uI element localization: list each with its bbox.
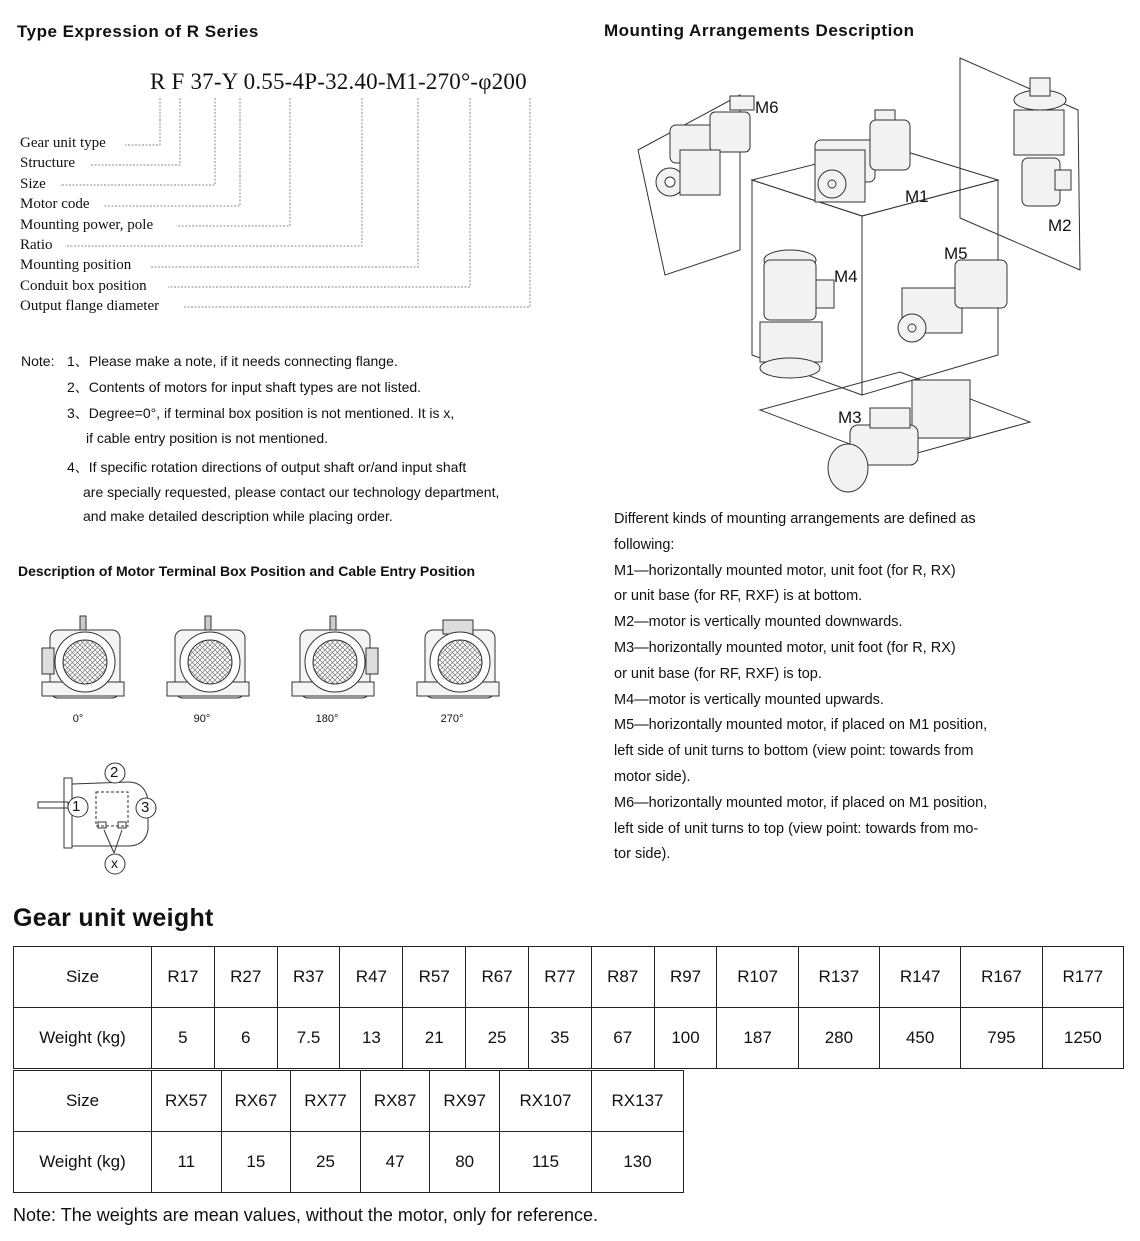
terminal-box-drawings: [30, 610, 500, 720]
terminal-box-180deg: [292, 616, 378, 698]
field-mounting-position: Mounting position: [20, 257, 132, 274]
gear-motor-m1: [815, 110, 910, 202]
rx-size-cell: RX137: [592, 1071, 684, 1132]
desc-line-2: following:: [614, 536, 675, 553]
r-size-cell: R107: [717, 947, 798, 1008]
r-size-cell: R27: [214, 947, 277, 1008]
rx-size-row: [14, 1071, 684, 1132]
r-size-cell: R87: [591, 947, 654, 1008]
r-size-cell: R97: [654, 947, 717, 1008]
rx-size-cell: RX87: [360, 1071, 430, 1132]
mounting-cube-diagram: [630, 50, 1100, 500]
gear-motor-m5: [898, 260, 1007, 342]
note-line-4c: and make detailed description while placing order.: [83, 508, 393, 524]
r-weight-cell: 13: [340, 1008, 403, 1069]
rx-weight-cell: 15: [221, 1132, 291, 1193]
code-part-structure: F: [171, 69, 185, 94]
field-size: Size: [20, 175, 46, 192]
r-weight-cell: 25: [466, 1008, 529, 1069]
field-ratio: Ratio: [20, 237, 53, 254]
entry-label-3: 3: [141, 799, 150, 816]
terminal-box-title: Description of Motor Terminal Box Position and Cable Entry Position: [18, 563, 476, 579]
r-weight-cell: 187: [717, 1008, 798, 1069]
weight-title: Gear unit weight: [13, 904, 214, 932]
rx-weight-cell: 25: [291, 1132, 361, 1193]
r-size-cell: R177: [1042, 947, 1123, 1008]
r-weight-cell: 35: [528, 1008, 591, 1069]
r-size-cell: R17: [152, 947, 215, 1008]
r-weight-cell: 450: [880, 1008, 961, 1069]
degree-label-270: 270°: [440, 713, 464, 725]
desc-line-11: motor side).: [614, 768, 691, 785]
r-weight-cell: 21: [403, 1008, 466, 1069]
field-mounting-power: Mounting power, pole: [20, 216, 154, 233]
mounting-title: Mounting Arrangements Description: [604, 21, 915, 40]
degree-label-0: 0°: [72, 713, 84, 725]
mount-label-m3: M3: [838, 408, 862, 427]
code-connector-lines: [0, 0, 600, 320]
mount-label-m1: M1: [905, 187, 929, 206]
code-part-rest: 0.55-4P-32.40-M1-270°-φ200: [243, 69, 527, 94]
r-weight-cell: 280: [798, 1008, 879, 1069]
field-conduit-box: Conduit box position: [20, 277, 147, 294]
desc-line-10: left side of unit turns to bottom (view point: towards from: [614, 743, 974, 760]
terminal-box-0deg: [42, 616, 124, 698]
rx-weight-cell: 115: [500, 1132, 592, 1193]
note-line-4b: are specially requested, please contact our technology department,: [83, 484, 500, 500]
desc-line-9: M5—horizontally mounted motor, if placed on M1 position,: [614, 717, 988, 734]
field-gear-unit-type: Gear unit type: [20, 135, 106, 151]
terminal-box-270deg: [417, 620, 499, 698]
note-line-2: 2、Contents of motors for input shaft types are not listed.: [67, 379, 422, 395]
note-line-3b: if cable entry position is not mentioned.: [86, 430, 329, 446]
degree-label-90: 90°: [193, 713, 211, 725]
rx-size-cell: RX77: [291, 1071, 361, 1132]
entry-label-x: x: [111, 855, 118, 871]
desc-line-14: tor side).: [614, 846, 671, 863]
r-size-cell: R167: [961, 947, 1042, 1008]
field-output-flange: Output flange diameter: [20, 298, 160, 315]
note-line-3: 3、Degree=0°, if terminal box position is not mentioned. It is x,: [67, 405, 455, 421]
r-size-cell: R37: [277, 947, 340, 1008]
r-weight-cell: 7.5: [277, 1008, 340, 1069]
r-size-header: Size: [14, 947, 152, 1008]
terminal-box-90deg: [167, 616, 249, 698]
rx-weight-cell: 47: [360, 1132, 430, 1193]
mount-label-m6: M6: [755, 98, 779, 117]
code-part-size-motor: 37-Y: [190, 69, 238, 94]
gear-motor-m6: [656, 96, 754, 196]
rx-size-cell: RX107: [500, 1071, 592, 1132]
rx-weight-row: [14, 1132, 684, 1193]
rx-size-cell: RX97: [430, 1071, 500, 1132]
mount-label-m5: M5: [944, 244, 968, 263]
cable-entry-diagram: [30, 760, 170, 880]
r-size-cell: R57: [403, 947, 466, 1008]
mounting-description: [614, 507, 987, 868]
r-size-row: [14, 947, 1124, 1008]
r-weight-cell: 67: [591, 1008, 654, 1069]
note-line-4: 4、If specific rotation directions of output shaft or/and input shaft: [67, 459, 467, 475]
r-weight-cell: 1250: [1042, 1008, 1123, 1069]
desc-line-3: M1—horizontally mounted motor, unit foot (for R, RX): [614, 562, 956, 579]
rx-size-cell: RX67: [221, 1071, 291, 1132]
gear-motor-m3: [828, 380, 970, 492]
rx-weight-cell: 11: [152, 1132, 222, 1193]
desc-line-1: Different kinds of mounting arrangements are defined as: [614, 511, 976, 527]
rx-size-header: Size: [14, 1071, 152, 1132]
gear-motor-m4: [760, 250, 834, 378]
type-expression-title: Type Expression of R Series: [17, 22, 259, 41]
desc-line-7: or unit base (for RF, RXF) is top.: [614, 665, 822, 682]
r-size-cell: R77: [528, 947, 591, 1008]
r-weight-cell: 6: [214, 1008, 277, 1069]
r-size-cell: R147: [880, 947, 961, 1008]
rx-size-cell: RX57: [152, 1071, 222, 1132]
rx-weight-cell: 80: [430, 1132, 500, 1193]
mount-label-m2: M2: [1048, 216, 1072, 235]
rx-weight-cell: 130: [592, 1132, 684, 1193]
degree-label-180: 180°: [315, 713, 339, 725]
desc-line-6: M3—horizontally mounted motor, unit foot (for R, RX): [614, 639, 956, 656]
r-weight-table: [13, 946, 1124, 1069]
r-size-cell: R67: [466, 947, 529, 1008]
r-weight-cell: 100: [654, 1008, 717, 1069]
entry-label-2: 2: [110, 764, 119, 781]
desc-line-12: M6—horizontally mounted motor, if placed on M1 position,: [614, 794, 988, 811]
r-size-cell: R47: [340, 947, 403, 1008]
r-weight-header: Weight (kg): [14, 1008, 152, 1069]
field-motor-code: Motor code: [20, 196, 90, 213]
r-size-cell: R137: [798, 947, 879, 1008]
rx-weight-table: [13, 1070, 684, 1193]
rx-weight-header: Weight (kg): [14, 1132, 152, 1193]
note-line-1: 1、Please make a note, if it needs connecting flange.: [67, 353, 398, 369]
r-weight-row: [14, 1008, 1124, 1069]
weight-footnote: Note: The weights are mean values, without the motor, only for reference.: [13, 1205, 598, 1225]
note-prefix: Note:: [21, 353, 55, 369]
desc-line-8: M4—motor is vertically mounted upwards.: [614, 691, 884, 708]
code-part-gear-type: R: [150, 69, 166, 94]
r-weight-cell: 795: [961, 1008, 1042, 1069]
desc-line-13: left side of unit turns to top (view point: towards from mo-: [614, 820, 979, 837]
desc-line-5: M2—motor is vertically mounted downwards.: [614, 614, 903, 631]
desc-line-4: or unit base (for RF, RXF) is at bottom.: [614, 588, 863, 605]
entry-label-1: 1: [72, 798, 81, 815]
field-structure: Structure: [20, 155, 75, 172]
mount-label-m4: M4: [834, 267, 858, 286]
gear-motor-m2: [1014, 78, 1071, 206]
r-weight-cell: 5: [152, 1008, 215, 1069]
